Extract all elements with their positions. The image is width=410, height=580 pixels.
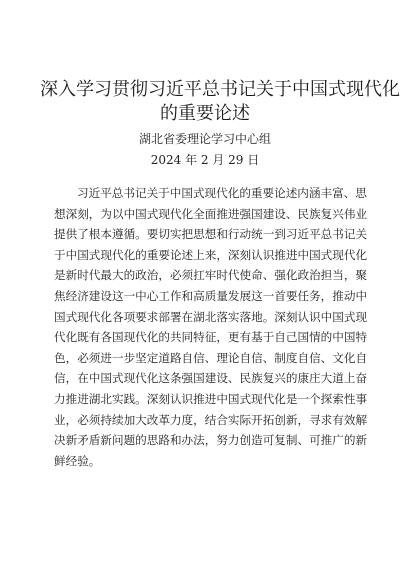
body-line: 想深刻，为以中国式现代化全面推进强国建设、民族复兴伟业 xyxy=(54,206,368,221)
body-line: 色，必须进一步坚定道路自信、理论自信、制度自信、文化自 xyxy=(54,350,368,365)
body-line: 国式现代化各项要求部署在湖北落实落地。深刻认识中国式现 xyxy=(54,309,368,324)
body-line: 信，在中国式现代化这条强国建设、民族复兴的康庄大道上奋 xyxy=(54,371,368,386)
body-line: 是新时代最大的政治，必须扛牢时代使命、强化政治担当，聚 xyxy=(54,268,368,283)
document-author: 湖北省委理论学习中心组 xyxy=(138,132,271,146)
body-line: 于中国式现代化的重要论述上来，深刻认识推进中国式现代化 xyxy=(54,247,368,262)
body-line: 代化既有各国现代化的共同特征，更有基于自己国情的中国特 xyxy=(54,330,368,345)
body-line: 业，必须持续加大改革力度，结合实际开拓创新，寻求有效解 xyxy=(54,412,368,427)
body-line: 力推进湖北实践。深刻认识推进中国式现代化是一个探索性事 xyxy=(54,391,368,406)
document-date: 2024 年 2 月 29 日 xyxy=(150,153,260,167)
document-title-line-1: 深入学习贯彻习近平总书记关于中国式现代化 xyxy=(40,79,400,100)
body-line: 焦经济建设这一中心工作和高质量发展这一首要任务，推动中 xyxy=(54,288,368,303)
body-line: 提供了根本遵循。要切实把思想和行动统一到习近平总书记关 xyxy=(54,227,368,242)
document-body-paragraph xyxy=(54,183,366,471)
body-line: 决新矛盾新问题的思路和办法，努力创造可复制、可推广的新 xyxy=(54,433,368,448)
document-title-line-2: 的重要论述 xyxy=(160,103,250,124)
body-line: 鲜经验。 xyxy=(54,453,101,468)
body-line: 习近平总书记关于中国式现代化的重要论述内涵丰富、思 xyxy=(77,186,367,200)
